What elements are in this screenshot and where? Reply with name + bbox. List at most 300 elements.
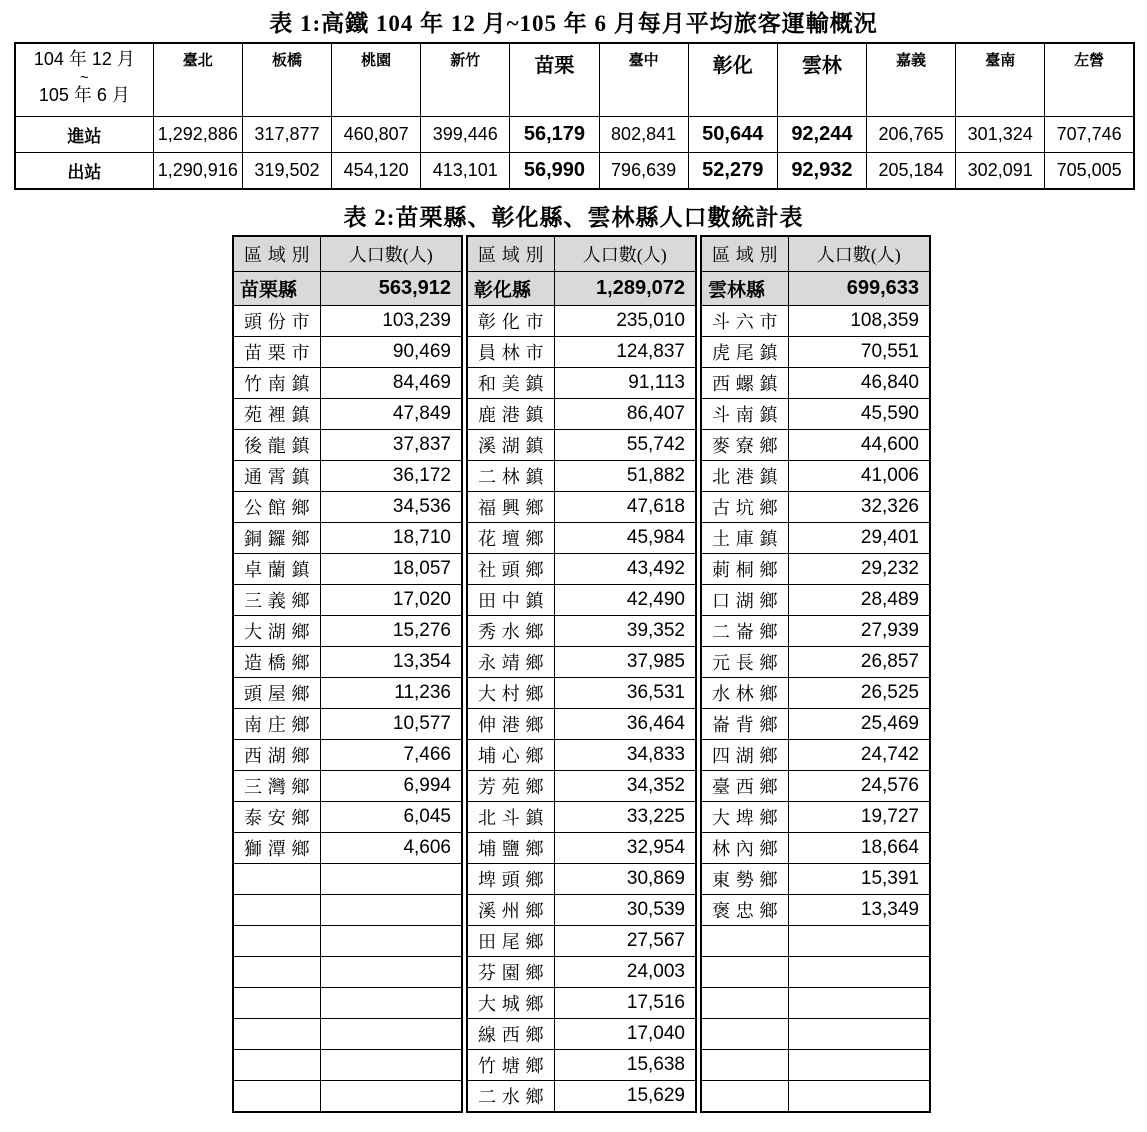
district-population: 29,401	[788, 523, 930, 554]
district-name: 臺西鄉	[701, 771, 788, 802]
empty-cell	[233, 988, 320, 1019]
district-name: 三灣鄉	[233, 771, 320, 802]
county-total-row	[701, 272, 930, 306]
district-population: 70,551	[788, 337, 930, 368]
empty-cell	[701, 926, 788, 957]
population-column-header: 人口數(人)	[554, 236, 696, 272]
district-name: 斗南鎮	[701, 399, 788, 430]
district-population: 41,006	[788, 461, 930, 492]
district-row	[467, 461, 696, 492]
empty-cell	[233, 957, 320, 988]
column-header-row	[467, 236, 696, 272]
district-row	[467, 430, 696, 461]
ridership-value: 92,244	[777, 117, 866, 153]
hsr-data-row	[15, 117, 1134, 153]
district-population: 34,536	[320, 492, 462, 523]
ridership-value: 92,932	[777, 153, 866, 189]
station-header-臺北: 臺北	[153, 43, 242, 117]
district-name: 卓蘭鎮	[233, 554, 320, 585]
ridership-value: 206,765	[866, 117, 955, 153]
district-row	[467, 709, 696, 740]
district-population: 47,618	[554, 492, 696, 523]
district-population: 13,349	[788, 895, 930, 926]
district-row	[701, 833, 930, 864]
district-name: 埤頭鄉	[467, 864, 554, 895]
district-population: 39,352	[554, 616, 696, 647]
district-row	[467, 1019, 696, 1050]
district-population: 17,040	[554, 1019, 696, 1050]
empty-cell	[320, 1081, 462, 1112]
district-name: 芬園鄉	[467, 957, 554, 988]
district-population: 6,045	[320, 802, 462, 833]
district-population: 26,857	[788, 647, 930, 678]
district-population: 37,837	[320, 430, 462, 461]
district-row	[467, 585, 696, 616]
district-name: 莿桐鄉	[701, 554, 788, 585]
empty-row	[701, 957, 930, 988]
district-name: 永靖鄉	[467, 647, 554, 678]
district-row	[233, 399, 462, 430]
district-name: 東勢鄉	[701, 864, 788, 895]
district-row	[701, 337, 930, 368]
district-name: 水林鄉	[701, 678, 788, 709]
district-name: 竹南鎮	[233, 368, 320, 399]
district-row	[467, 926, 696, 957]
district-name: 三義鄉	[233, 585, 320, 616]
district-name: 大城鄉	[467, 988, 554, 1019]
district-name: 社頭鄉	[467, 554, 554, 585]
district-population: 30,539	[554, 895, 696, 926]
district-population: 32,326	[788, 492, 930, 523]
district-row	[467, 895, 696, 926]
county-total-row	[467, 272, 696, 306]
district-row	[701, 585, 930, 616]
empty-cell	[233, 864, 320, 895]
empty-cell	[233, 1081, 320, 1112]
ridership-value: 413,101	[421, 153, 510, 189]
district-row	[701, 647, 930, 678]
district-row	[233, 802, 462, 833]
empty-cell	[320, 926, 462, 957]
district-population: 11,236	[320, 678, 462, 709]
district-row	[701, 368, 930, 399]
empty-row	[233, 1019, 462, 1050]
empty-cell	[320, 864, 462, 895]
district-population: 51,882	[554, 461, 696, 492]
district-name: 和美鎮	[467, 368, 554, 399]
district-name: 北港鎮	[701, 461, 788, 492]
district-population: 15,391	[788, 864, 930, 895]
district-population: 15,276	[320, 616, 462, 647]
district-population: 91,113	[554, 368, 696, 399]
district-population: 15,638	[554, 1050, 696, 1081]
period-line2: 105 年 6 月	[38, 84, 130, 105]
district-name: 頭屋鄉	[233, 678, 320, 709]
station-header-新竹: 新竹	[421, 43, 510, 117]
district-row	[233, 647, 462, 678]
station-header-臺中: 臺中	[599, 43, 688, 117]
district-population: 55,742	[554, 430, 696, 461]
district-name: 斗六市	[701, 306, 788, 337]
ridership-value: 56,179	[510, 117, 599, 153]
district-name: 花壇鄉	[467, 523, 554, 554]
empty-row	[233, 957, 462, 988]
row-label: 進站	[15, 117, 153, 153]
district-population: 27,939	[788, 616, 930, 647]
district-name: 線西鄉	[467, 1019, 554, 1050]
district-row	[233, 616, 462, 647]
ridership-value: 1,290,916	[153, 153, 242, 189]
district-name: 二崙鄉	[701, 616, 788, 647]
district-population: 15,629	[554, 1081, 696, 1112]
district-population: 47,849	[320, 399, 462, 430]
district-name: 崙背鄉	[701, 709, 788, 740]
district-row	[701, 523, 930, 554]
district-population: 19,727	[788, 802, 930, 833]
district-name: 二水鄉	[467, 1081, 554, 1112]
district-population: 10,577	[320, 709, 462, 740]
district-name: 田尾鄉	[467, 926, 554, 957]
ridership-value: 52,279	[688, 153, 777, 189]
district-population: 24,576	[788, 771, 930, 802]
district-name: 大村鄉	[467, 678, 554, 709]
district-name: 褒忠鄉	[701, 895, 788, 926]
column-header-row	[233, 236, 462, 272]
district-population: 45,590	[788, 399, 930, 430]
empty-row	[233, 1081, 462, 1112]
district-row	[233, 523, 462, 554]
district-row	[701, 461, 930, 492]
district-population: 42,490	[554, 585, 696, 616]
district-name: 埔心鄉	[467, 740, 554, 771]
district-population: 108,359	[788, 306, 930, 337]
district-population: 25,469	[788, 709, 930, 740]
empty-cell	[701, 988, 788, 1019]
district-name: 伸港鄉	[467, 709, 554, 740]
district-row	[467, 957, 696, 988]
district-name: 北斗鎮	[467, 802, 554, 833]
population-column-header: 人口數(人)	[788, 236, 930, 272]
county-population: 699,633	[788, 272, 930, 306]
district-row	[467, 368, 696, 399]
empty-cell	[788, 988, 930, 1019]
district-row	[701, 554, 930, 585]
empty-cell	[233, 1050, 320, 1081]
district-row	[467, 306, 696, 337]
district-name: 大湖鄉	[233, 616, 320, 647]
empty-cell	[788, 1081, 930, 1112]
district-population: 18,057	[320, 554, 462, 585]
district-name: 四湖鄉	[701, 740, 788, 771]
district-population: 46,840	[788, 368, 930, 399]
table2-title: 表 2:苗栗縣、彰化縣、雲林縣人口數統計表	[343, 204, 804, 230]
district-population: 84,469	[320, 368, 462, 399]
ridership-value: 796,639	[599, 153, 688, 189]
station-header-左營: 左營	[1045, 43, 1134, 117]
district-population: 24,003	[554, 957, 696, 988]
ridership-value: 707,746	[1045, 117, 1134, 153]
empty-row	[233, 926, 462, 957]
district-population: 18,710	[320, 523, 462, 554]
county-name: 雲林縣	[701, 272, 788, 306]
station-header-彰化: 彰化	[688, 43, 777, 117]
district-name: 通霄鎮	[233, 461, 320, 492]
district-population: 30,869	[554, 864, 696, 895]
empty-cell	[320, 957, 462, 988]
county-population: 563,912	[320, 272, 462, 306]
district-name: 公館鄉	[233, 492, 320, 523]
empty-row	[233, 1050, 462, 1081]
hsr-ridership-table	[14, 42, 1135, 190]
district-population: 103,239	[320, 306, 462, 337]
ridership-value: 50,644	[688, 117, 777, 153]
district-name: 頭份市	[233, 306, 320, 337]
district-row	[467, 802, 696, 833]
empty-cell	[320, 895, 462, 926]
empty-cell	[788, 1050, 930, 1081]
district-population: 18,664	[788, 833, 930, 864]
district-row	[467, 988, 696, 1019]
district-row	[233, 585, 462, 616]
district-population: 33,225	[554, 802, 696, 833]
district-name: 西螺鎮	[701, 368, 788, 399]
district-population: 36,531	[554, 678, 696, 709]
empty-row	[701, 926, 930, 957]
district-row	[467, 523, 696, 554]
district-population: 28,489	[788, 585, 930, 616]
population-table-yunlin	[700, 235, 931, 1113]
empty-row	[701, 988, 930, 1019]
district-name: 西湖鄉	[233, 740, 320, 771]
district-population: 37,985	[554, 647, 696, 678]
population-table-miaoli	[232, 235, 463, 1113]
empty-cell	[701, 1019, 788, 1050]
region-column-header: 區域別	[701, 236, 788, 272]
population-column-header: 人口數(人)	[320, 236, 462, 272]
district-name: 田中鎮	[467, 585, 554, 616]
station-header-臺南: 臺南	[956, 43, 1045, 117]
district-population: 124,837	[554, 337, 696, 368]
ridership-value: 56,990	[510, 153, 599, 189]
district-name: 大埤鄉	[701, 802, 788, 833]
district-row	[233, 709, 462, 740]
district-population: 235,010	[554, 306, 696, 337]
district-name: 造橋鄉	[233, 647, 320, 678]
district-row	[467, 740, 696, 771]
district-name: 銅鑼鄉	[233, 523, 320, 554]
ridership-value: 802,841	[599, 117, 688, 153]
district-row	[701, 771, 930, 802]
district-row	[467, 492, 696, 523]
district-name: 苑裡鎮	[233, 399, 320, 430]
district-population: 86,407	[554, 399, 696, 430]
district-population: 13,354	[320, 647, 462, 678]
district-population: 27,567	[554, 926, 696, 957]
ridership-value: 319,502	[242, 153, 331, 189]
empty-cell	[233, 1019, 320, 1050]
district-row	[233, 306, 462, 337]
district-population: 17,020	[320, 585, 462, 616]
county-population: 1,289,072	[554, 272, 696, 306]
empty-cell	[788, 926, 930, 957]
period-cell	[15, 43, 153, 117]
column-header-row	[701, 236, 930, 272]
district-row	[233, 368, 462, 399]
district-name: 虎尾鎮	[701, 337, 788, 368]
district-row	[467, 1081, 696, 1112]
district-population: 45,984	[554, 523, 696, 554]
county-name: 苗栗縣	[233, 272, 320, 306]
district-population: 32,954	[554, 833, 696, 864]
district-row	[701, 306, 930, 337]
row-label: 出站	[15, 153, 153, 189]
ridership-value: 454,120	[332, 153, 421, 189]
district-name: 溪州鄉	[467, 895, 554, 926]
district-name: 南庄鄉	[233, 709, 320, 740]
district-row	[233, 492, 462, 523]
district-name: 泰安鄉	[233, 802, 320, 833]
district-name: 埔鹽鄉	[467, 833, 554, 864]
district-row	[701, 740, 930, 771]
empty-cell	[701, 1050, 788, 1081]
empty-row	[701, 1081, 930, 1112]
district-row	[701, 709, 930, 740]
period-tilde: ~	[79, 68, 89, 86]
empty-cell	[320, 1050, 462, 1081]
region-column-header: 區域別	[233, 236, 320, 272]
district-row	[467, 1050, 696, 1081]
district-row	[701, 616, 930, 647]
station-header-板橋: 板橋	[242, 43, 331, 117]
district-name: 福興鄉	[467, 492, 554, 523]
district-row	[701, 802, 930, 833]
district-row	[701, 492, 930, 523]
district-row	[467, 647, 696, 678]
district-row	[467, 864, 696, 895]
district-name: 苗栗市	[233, 337, 320, 368]
empty-cell	[233, 895, 320, 926]
county-total-row	[233, 272, 462, 306]
hsr-header-row	[15, 43, 1134, 117]
station-header-桃園: 桃園	[332, 43, 421, 117]
hsr-data-row	[15, 153, 1134, 189]
ridership-value: 317,877	[242, 117, 331, 153]
district-row	[233, 461, 462, 492]
district-name: 溪湖鎮	[467, 430, 554, 461]
district-name: 竹塘鄉	[467, 1050, 554, 1081]
district-population: 34,352	[554, 771, 696, 802]
district-row	[701, 895, 930, 926]
district-row	[233, 740, 462, 771]
district-row	[701, 430, 930, 461]
empty-row	[233, 864, 462, 895]
district-row	[233, 554, 462, 585]
district-population: 34,833	[554, 740, 696, 771]
district-row	[233, 771, 462, 802]
district-row	[233, 430, 462, 461]
district-population: 43,492	[554, 554, 696, 585]
district-name: 獅潭鄉	[233, 833, 320, 864]
district-row	[233, 833, 462, 864]
district-population: 36,172	[320, 461, 462, 492]
region-column-header: 區域別	[467, 236, 554, 272]
station-header-雲林: 雲林	[777, 43, 866, 117]
table1-title: 表 1:高鐵 104 年 12 月~105 年 6 月每月平均旅客運輸概況	[269, 11, 878, 36]
population-tables-row	[232, 235, 1147, 1113]
district-population: 36,464	[554, 709, 696, 740]
district-row	[467, 771, 696, 802]
empty-cell	[701, 1081, 788, 1112]
empty-cell	[701, 957, 788, 988]
empty-cell	[788, 1019, 930, 1050]
ridership-value: 301,324	[956, 117, 1045, 153]
district-population: 24,742	[788, 740, 930, 771]
district-name: 芳苑鄉	[467, 771, 554, 802]
district-population: 6,994	[320, 771, 462, 802]
district-row	[701, 864, 930, 895]
district-row	[467, 554, 696, 585]
empty-row	[701, 1019, 930, 1050]
district-name: 彰化市	[467, 306, 554, 337]
ridership-value: 1,292,886	[153, 117, 242, 153]
district-row	[467, 399, 696, 430]
ridership-value: 302,091	[956, 153, 1045, 189]
district-row	[467, 337, 696, 368]
district-row	[467, 833, 696, 864]
district-population: 7,466	[320, 740, 462, 771]
ridership-value: 205,184	[866, 153, 955, 189]
empty-cell	[320, 988, 462, 1019]
district-population: 4,606	[320, 833, 462, 864]
district-name: 土庫鎮	[701, 523, 788, 554]
district-name: 秀水鄉	[467, 616, 554, 647]
ridership-value: 460,807	[332, 117, 421, 153]
empty-row	[233, 988, 462, 1019]
district-name: 鹿港鎮	[467, 399, 554, 430]
district-row	[701, 399, 930, 430]
station-header-嘉義: 嘉義	[866, 43, 955, 117]
district-name: 口湖鄉	[701, 585, 788, 616]
empty-row	[233, 895, 462, 926]
empty-cell	[320, 1019, 462, 1050]
district-name: 二林鎮	[467, 461, 554, 492]
district-population: 29,232	[788, 554, 930, 585]
county-name: 彰化縣	[467, 272, 554, 306]
district-name: 麥寮鄉	[701, 430, 788, 461]
district-population: 17,516	[554, 988, 696, 1019]
district-row	[233, 337, 462, 368]
empty-cell	[788, 957, 930, 988]
empty-row	[701, 1050, 930, 1081]
district-row	[467, 678, 696, 709]
district-population: 44,600	[788, 430, 930, 461]
district-name: 後龍鎮	[233, 430, 320, 461]
district-row	[233, 678, 462, 709]
district-population: 90,469	[320, 337, 462, 368]
district-name: 古坑鄉	[701, 492, 788, 523]
period-line1: 104 年 12 月	[33, 49, 135, 69]
ridership-value: 399,446	[421, 117, 510, 153]
district-row	[701, 678, 930, 709]
district-name: 林內鄉	[701, 833, 788, 864]
ridership-value: 705,005	[1045, 153, 1134, 189]
district-name: 元長鄉	[701, 647, 788, 678]
district-row	[467, 616, 696, 647]
empty-cell	[233, 926, 320, 957]
district-population: 26,525	[788, 678, 930, 709]
district-name: 員林市	[467, 337, 554, 368]
station-header-苗栗: 苗栗	[510, 43, 599, 117]
